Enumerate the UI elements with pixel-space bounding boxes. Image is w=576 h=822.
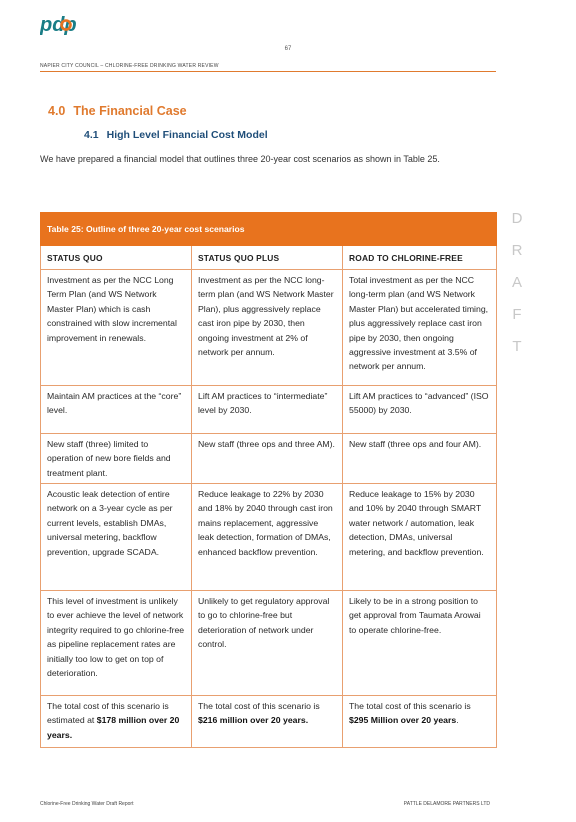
column-header-status-quo-plus: STATUS QUO PLUS (192, 246, 343, 270)
header-divider (40, 71, 496, 72)
column-header-status-quo: STATUS QUO (41, 246, 192, 270)
logo-text: pdp (40, 14, 77, 36)
footer-company: PATTLE DELAMORE PARTNERS LTD (403, 801, 490, 807)
table-cell: New staff (three ops and three AM). (192, 434, 343, 484)
table-cell: Maintain AM practices at the “core” level. (41, 386, 192, 434)
cost-amount: $295 Million over 20 years (349, 715, 457, 726)
cost-cell-status-quo (41, 696, 192, 748)
watermark-letter: R (511, 242, 523, 259)
table-cell: Likely to be in a strong position to get approval from Taumata Arowai to operate chlorine-free. (343, 591, 497, 696)
table-cell: New staff (three ops and four AM). (343, 434, 497, 484)
table-cell: Lift AM practices to “advanced” (ISO 55000) by 2030. (343, 386, 497, 434)
table-cell: Total investment as per the NCC long-term plan (and WS Network Master Plan) but accelerated timing, plus aggressively replace cast iron pipe by 2030, then ongoing aggressive investment at 3.5% of network per annum. (343, 270, 497, 386)
table-cell: Investment as per the NCC long-term plan (and WS Network Master Plan), plus aggressively replace cast iron pipe by 2030, then ongoing investment at 2% of network per annum. (192, 270, 343, 386)
watermark-letter: D (511, 210, 523, 227)
table-cell: New staff (three) limited to operation of new bore fields and treatment plant. (41, 434, 192, 484)
column-header-road-to-chlorine-free: ROAD TO CHLORINE-FREE (343, 246, 497, 270)
table-cell: This level of investment is unlikely to ever achieve the level of network integrity required to go chlorine-free as pipeline replacement rates are initially too low to get on top of deterioration. (41, 591, 192, 696)
watermark-letter: T (512, 338, 522, 355)
table-row (41, 434, 497, 484)
cost-cell-road-to-chlorine-free (343, 696, 497, 748)
cost-text: The total cost of this scenario is estimated at (47, 701, 169, 726)
subsection-number: 4.1 (84, 129, 99, 141)
table-caption: Table 25: Outline of three 20-year cost scenarios (41, 213, 497, 246)
draft-watermark (505, 210, 529, 370)
cost-amount: $178 million over 20 years. (47, 715, 180, 740)
cost-cell-status-quo-plus (192, 696, 343, 748)
watermark-letter: A (511, 274, 522, 291)
table-cell: Investment as per the NCC Long Term Plan (and WS Network Master Plan) which is cash constrained with slow incremental improvement in renewals. (41, 270, 192, 386)
footer-report-title: Chlorine-Free Drinking Water Draft Report (40, 801, 134, 807)
pdp-logo (40, 12, 86, 38)
cost-amount: $216 million over 20 years. (198, 715, 309, 726)
cost-suffix: . (456, 715, 459, 726)
subsection-title: High Level Financial Cost Model (106, 129, 268, 141)
watermark-letter: F (512, 306, 522, 323)
cost-scenarios-table (40, 212, 497, 748)
cost-text: The total cost of this scenario is (198, 701, 320, 711)
table-row (41, 484, 497, 591)
intro-paragraph: We have prepared a financial model that outlines three 20-year cost scenarios as shown in Table 25. (40, 154, 440, 164)
table-cell: Reduce leakage to 15% by 2030 and 10% by 2040 through SMART water network / automation, leak detection, DMAs, universal metering, and backflow prevention. (343, 484, 497, 591)
table-cell: Reduce leakage to 22% by 2030 and 18% by 2040 through cast iron mains replacement, aggressive leak detection, formation of DMAs, enhanced backflow prevention. (192, 484, 343, 591)
section-heading (48, 104, 187, 118)
table-cell: Unlikely to get regulatory approval to go to chlorine-free but deterioration of network under control. (192, 591, 343, 696)
table-row (41, 591, 497, 696)
section-title: The Financial Case (73, 104, 187, 118)
page-number: 67 (284, 46, 292, 52)
table-cell: Lift AM practices to “intermediate” level by 2030. (192, 386, 343, 434)
table-row (41, 386, 497, 434)
section-number: 4.0 (48, 104, 66, 118)
table-row (41, 270, 497, 386)
subsection-heading (84, 129, 268, 141)
cost-row (41, 696, 497, 748)
table-cell: Acoustic leak detection of entire network on a 3-year cycle as per current levels, establish DMAs, universal metering, backflow prevention, upgrade SCADA. (41, 484, 192, 591)
cost-text: The total cost of this scenario is (349, 701, 471, 711)
running-header: NAPIER CITY COUNCIL – CHLORINE-FREE DRINKING WATER REVIEW (40, 63, 219, 69)
